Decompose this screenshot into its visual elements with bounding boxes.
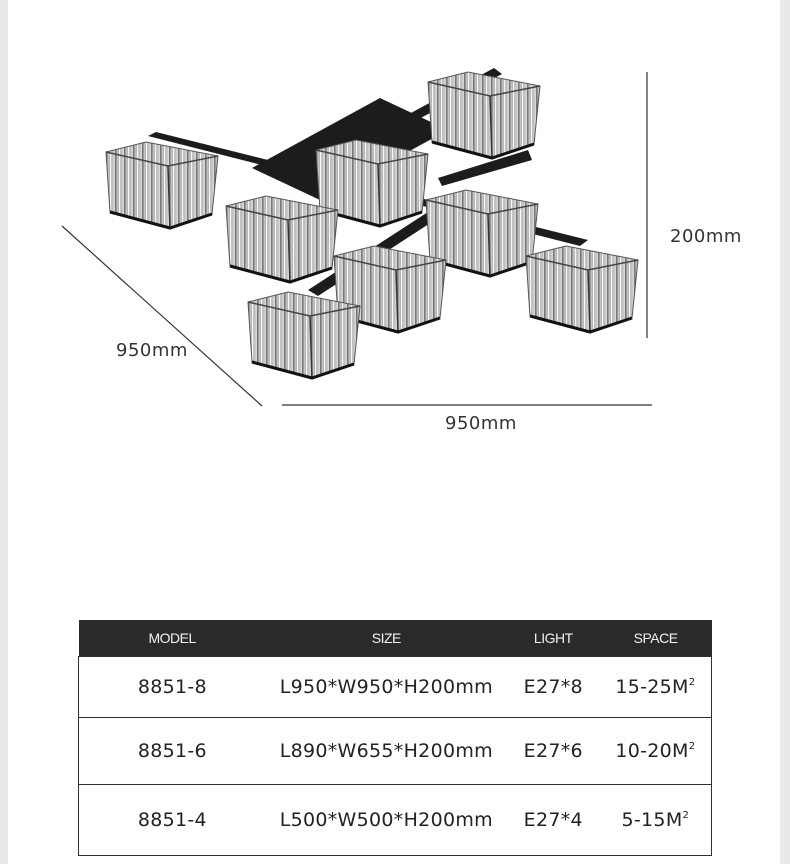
cell-space: $5-15M^2$ [600,785,712,856]
crystal-shade [526,246,638,332]
table-row [79,657,712,718]
crystal-shade [248,292,360,378]
cell-space: $15-25M^2$ [600,657,712,718]
product-spec-page [8,0,780,864]
cell-light: E27*4 [507,785,600,856]
cell-space: $10-20M^2$ [600,718,712,785]
cell-light: E27*8 [507,657,600,718]
header-space: SPACE [600,620,712,657]
table-header-row [79,620,712,657]
cell-size: L500*W500*H200mm [266,785,507,856]
header-size: SIZE [266,620,507,657]
cell-size: L890*W655*H200mm [266,718,507,785]
table-row [79,718,712,785]
cell-size: L950*W950*H200mm [266,657,507,718]
depth-label: 950mm [116,340,188,361]
table-row [79,785,712,856]
header-model: MODEL [79,620,266,657]
width-label: 950mm [445,413,517,434]
crystal-shade [226,196,338,282]
cell-model: 8851-4 [79,785,266,856]
crystal-shade [106,142,218,228]
spec-table [78,620,712,856]
cell-light: E27*6 [507,718,600,785]
crystal-shade [428,72,540,158]
cell-model: 8851-8 [79,657,266,718]
height-label: 200mm [670,226,742,247]
header-light: LIGHT [507,620,600,657]
cell-model: 8851-6 [79,718,266,785]
chandelier-diagram [8,0,780,460]
